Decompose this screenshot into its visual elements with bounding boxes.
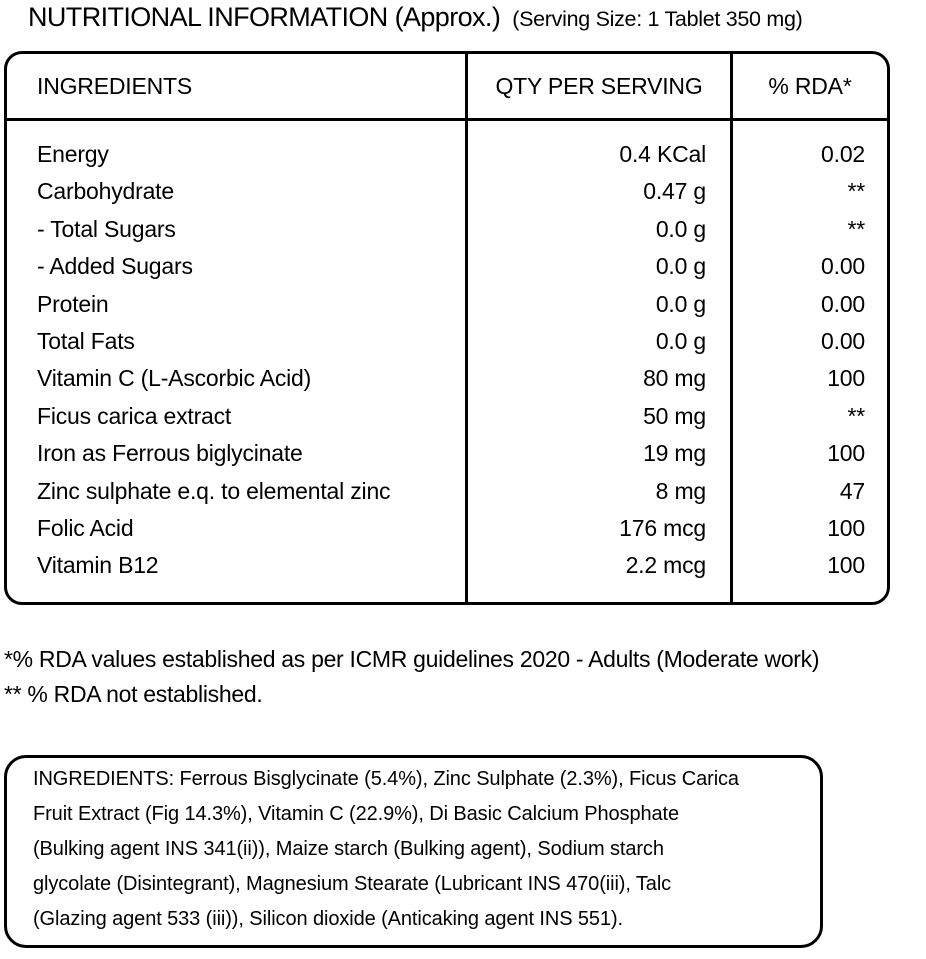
table-header-row [7, 54, 887, 121]
ingredient-rda: ** [847, 402, 865, 429]
ingredient-qty: 176 mcg [619, 515, 706, 542]
ingredient-rda: 100 [827, 440, 865, 467]
ingredient-name: Zinc sulphate e.q. to elemental zinc [37, 477, 391, 504]
ingredient-name: Vitamin C (L-Ascorbic Acid) [37, 365, 312, 392]
ingredients-panel [4, 755, 823, 948]
ingredient-name: Iron as Ferrous biglycinate [37, 440, 303, 467]
ingredient-qty: 0.0 g [655, 290, 706, 317]
column-header-rda: % RDA* [768, 72, 852, 99]
rda-column [733, 121, 887, 602]
page-title [28, 2, 803, 33]
ingredient-rda: 0.02 [821, 141, 865, 167]
ingredient-name: Energy [37, 141, 109, 167]
ingredient-rda: 0.00 [821, 253, 865, 280]
ingredient-name: Ficus carica extract [37, 402, 232, 429]
footnote-rda-not-established: ** % RDA not established. [4, 680, 263, 707]
column-header-qty-per-serving: QTY PER SERVING [468, 54, 733, 118]
ingredient-qty: 0.4 KCal [619, 141, 706, 167]
footnote-rda-established: *% RDA values established as per ICMR guidelines 2020 - Adults (Moderate work) [4, 646, 820, 672]
ingredient-name: Vitamin B12 [37, 552, 159, 579]
serving-size-text: (Serving Size: 1 Tablet 350 mg) [512, 7, 803, 31]
ingredient-name: - Added Sugars [37, 253, 193, 280]
ingredient-qty: 80 mg [643, 365, 706, 392]
ingredient-qty: 0.0 g [655, 328, 706, 355]
ingredient-rda: ** [847, 215, 865, 242]
ingredient-name: Carbohydrate [37, 178, 174, 205]
ingredient-name: - Total Sugars [37, 215, 176, 242]
ingredient-qty: 2.2 mcg [625, 552, 706, 579]
ingredient-qty: 0.47 g [643, 178, 706, 205]
qty-per-serving-column [468, 121, 733, 602]
ingredient-rda: 100 [827, 552, 865, 579]
ingredient-rda: 47 [839, 477, 865, 504]
ingredient-rda: 0.00 [821, 290, 865, 317]
ingredient-name-column [7, 121, 468, 602]
ingredients-text-line: INGREDIENTS: Ferrous Bisglycinate (5.4%), Zinc Sulphate (2.3%), Ficus Carica [33, 768, 739, 790]
ingredient-rda: 100 [827, 365, 865, 392]
table-body [7, 121, 887, 602]
ingredient-qty: 8 mg [655, 477, 706, 504]
ingredient-qty: 50 mg [643, 402, 706, 429]
ingredient-name: Total Fats [37, 328, 135, 355]
ingredients-text-line: Fruit Extract (Fig 14.3%), Vitamin C (22.9%), Di Basic Calcium Phosphate [33, 803, 679, 825]
ingredient-rda: 0.00 [821, 328, 865, 355]
nutrition-table [4, 51, 890, 605]
ingredient-qty: 19 mg [643, 440, 706, 467]
title-main-text: NUTRITIONAL INFORMATION (Approx.) [28, 2, 501, 32]
ingredients-text-line: (Bulking agent INS 341(ii)), Maize starch (Bulking agent), Sodium starch [33, 838, 664, 860]
ingredient-name: Folic Acid [37, 515, 134, 542]
ingredient-rda: ** [847, 178, 865, 205]
footnotes [4, 642, 819, 711]
ingredient-qty: 0.0 g [655, 253, 706, 280]
ingredient-name: Protein [37, 290, 109, 317]
ingredients-text-line: (Glazing agent 533 (iii)), Silicon dioxide (Anticaking agent INS 551). [33, 908, 623, 930]
ingredients-text-line: glycolate (Disintegrant), Magnesium Stearate (Lubricant INS 470(iii), Talc [33, 873, 672, 895]
ingredient-qty: 0.0 g [655, 215, 706, 242]
column-header-ingredients: INGREDIENTS [7, 54, 468, 118]
ingredient-rda: 100 [827, 515, 865, 542]
